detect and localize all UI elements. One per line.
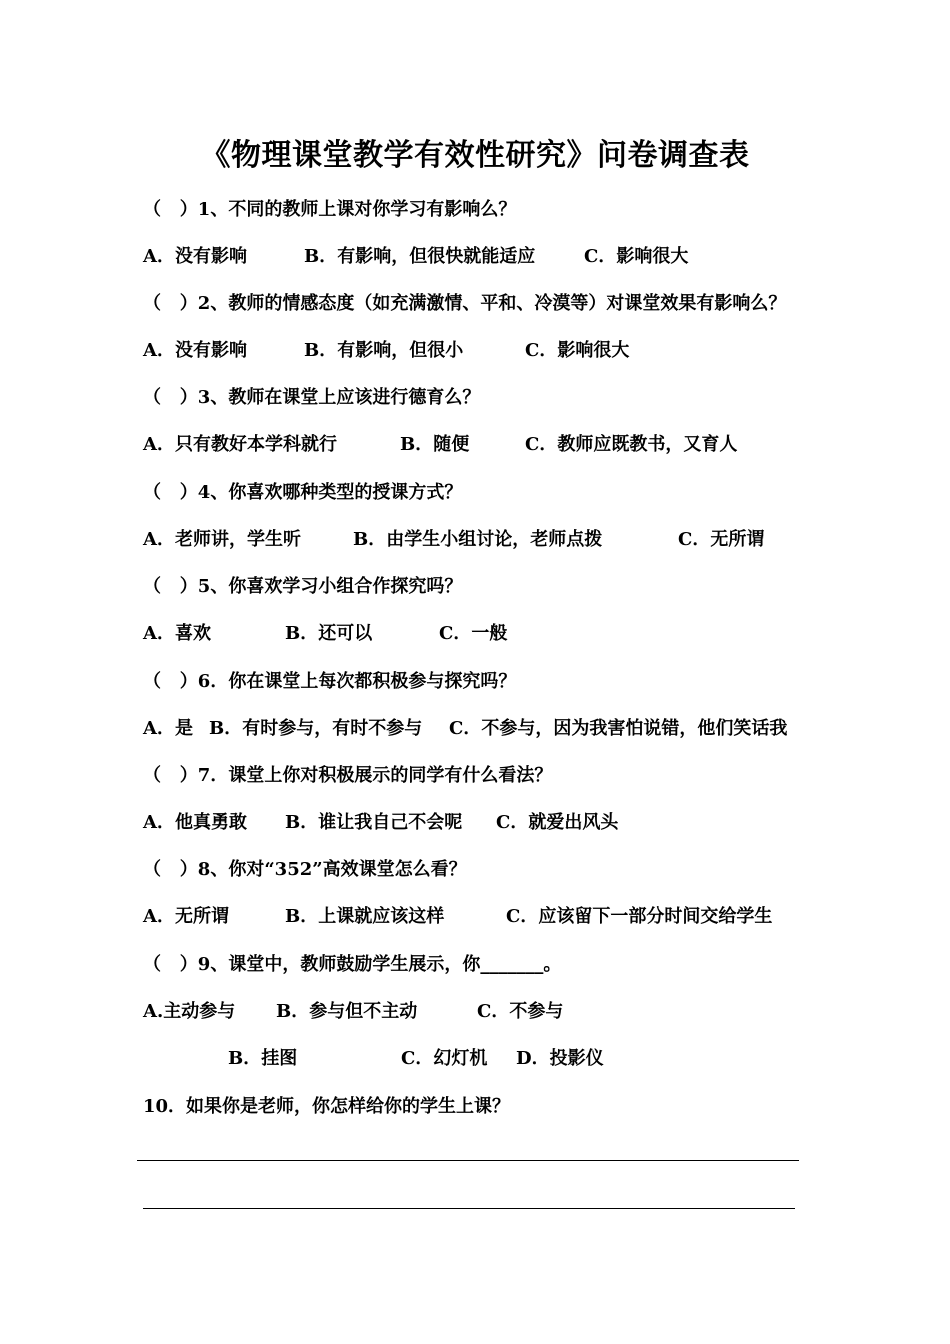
option-d: D．投影仪 [516,1048,604,1069]
option-a: A．喜欢 [143,623,211,644]
question-1: （ ）1、不同的教师上课对你学习有影响么？ [143,199,517,220]
option-a: A．老师讲，学生听 [143,529,301,550]
option-b: B．有时参与，有时不参与 [209,718,423,739]
option-c: C．影响很大 [584,246,689,267]
question-4: （ ）4、你喜欢哪种类型的授课方式？ [143,482,463,503]
question-7: （ ）7．课堂上你对积极展示的同学有什么看法？ [143,765,553,786]
answer-line-2 [143,1208,795,1209]
question-1-options [143,245,843,269]
option-c: C．就爱出风头 [496,812,619,833]
option-b: B．随便 [400,434,470,455]
question-9-options [143,1000,843,1024]
question-2-options [143,339,843,363]
answer-line-1 [137,1160,799,1161]
option-b: B．有影响，但很快就能适应 [304,246,536,267]
page-title: 《物理课堂教学有效性研究》问卷调查表 [200,138,750,173]
option-b: B．谁让我自己不会呢 [285,812,463,833]
option-a: A．没有影响 [143,246,247,267]
question-8: （ ）8、你对“352”高效课堂怎么看？ [143,859,467,880]
question-8-options [143,905,843,929]
option-c: C．幻灯机 [401,1048,488,1069]
question-3: （ ）3、教师在课堂上应该进行德育么？ [143,387,481,408]
question-5: （ ）5、你喜欢学习小组合作探究吗？ [143,576,463,597]
option-c: C．影响很大 [525,340,630,361]
option-c: C．应该留下一部分时间交给学生 [506,906,773,927]
option-b: B．由学生小组讨论，老师点拨 [353,529,603,550]
option-c: C．一般 [439,623,508,644]
option-b: B．还可以 [285,623,373,644]
option-b: B．参与但不主动 [276,1001,418,1022]
option-c: C．不参与 [477,1001,564,1022]
question-10: 10．如果你是老师，你怎样给你的学生上课？ [143,1096,511,1117]
option-a: A．无所谓 [143,906,229,927]
option-a: A．只有教好本学科就行 [143,434,337,455]
question-6: （ ）6．你在课堂上每次都积极参与探究吗？ [143,671,517,692]
extra-options [143,1047,843,1071]
question-4-options [143,528,843,552]
question-9: （ ）9、课堂中，教师鼓励学生展示，你_______。 [143,954,562,975]
option-a: A．他真勇敢 [143,812,247,833]
option-a: A．没有影响 [143,340,247,361]
option-c: C．不参与，因为我害怕说错，他们笑话我 [449,718,788,739]
question-2: （ ）2、教师的情感态度（如充满激情、平和、冷漠等）对课堂效果有影响么？ [143,293,787,314]
question-6-options [143,717,843,741]
option-b: B．挂图 [228,1048,298,1069]
option-c: C．无所谓 [678,529,765,550]
option-a: A.主动参与 [143,1001,236,1022]
option-c: C．教师应既教书，又育人 [525,434,738,455]
question-3-options [143,433,843,457]
option-b: B．上课就应该这样 [285,906,445,927]
question-5-options [143,622,843,646]
option-b: B．有影响，但很小 [304,340,464,361]
question-7-options [143,811,843,835]
option-a: A．是 [143,718,193,739]
